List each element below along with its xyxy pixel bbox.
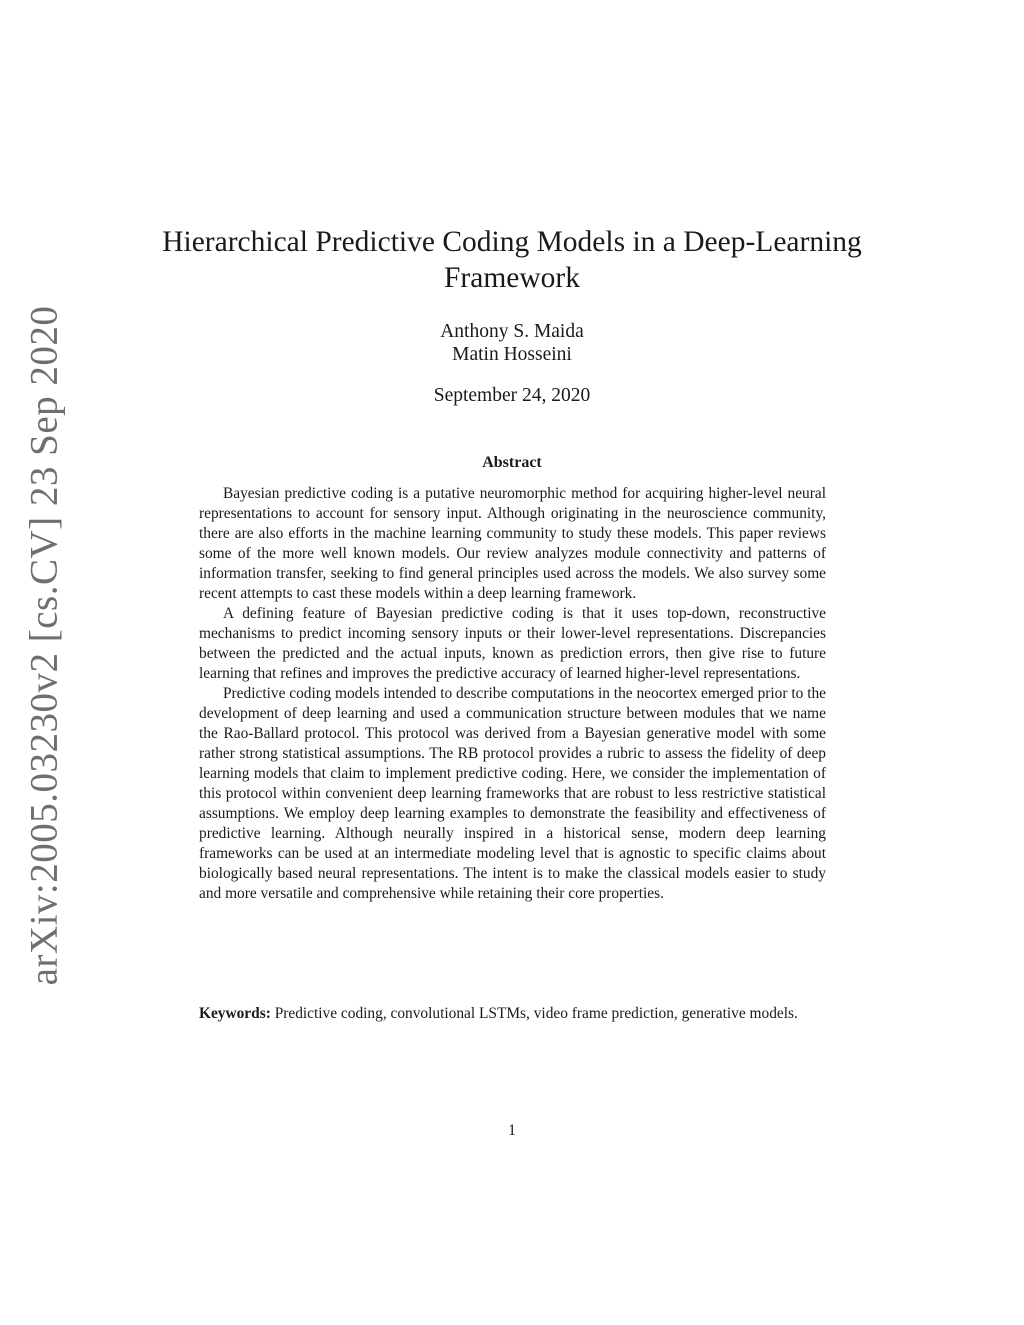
page-number: 1 bbox=[508, 1122, 516, 1139]
publication-date: September 24, 2020 bbox=[433, 385, 591, 406]
author-name: Anthony S. Maida bbox=[440, 321, 584, 342]
author-list bbox=[312, 320, 712, 366]
keywords-text: Predictive coding, convolutional LSTMs, video frame prediction, generative models. bbox=[274, 1005, 798, 1022]
arxiv-identifier-text: arXiv:2005.03230v2 [cs.CV] 23 Sep 2020 bbox=[22, 305, 66, 985]
keywords-section bbox=[199, 1004, 826, 1024]
author-name: Matin Hosseini bbox=[452, 344, 572, 365]
keywords-label: Keywords: bbox=[199, 1005, 271, 1022]
abstract-paragraph: Predictive coding models intended to describe computations in the neocortex emerged prior to the development of deep learning and used a communication structure between modules that we name the Rao-Ballard protocol. This protocol was derived from a Bayesian generative model with some rather strong statistical assumptions. The RB protocol provides a rubric to assess the fidelity of deep learning models that claim to implement predictive coding. Here, we consider the implementation of this protocol within convenient deep learning frameworks that are robust to less restrictive statistical assumptions. We employ deep learning examples to demonstrate the feasibility and effectiveness of predictive learning. Although neurally inspired in a historical sense, modern deep learning frameworks can be used at an intermediate modeling level that is agnostic to specific claims about biologically based neural representations. The intent is to make the classical models easier to study and more versatile and comprehensive while retaining their core properties. bbox=[199, 685, 826, 902]
abstract-paragraph: A defining feature of Bayesian predictive coding is that it uses top-down, reconstructive mechanisms to predict incoming sensory inputs or their lower-level representations. Discrepancies between the predicted and the actual inputs, known as prediction errors, then give rise to future learning that refines and improves the predictive accuracy of learned higher-level representations. bbox=[199, 605, 826, 682]
paper-title: Hierarchical Predictive Coding Models in a Deep-Learning Framework bbox=[162, 226, 862, 294]
abstract-paragraph: Bayesian predictive coding is a putative neuromorphic method for acquiring higher-level neural representations to account for sensory input. Although originating in the neuroscience community, there are also efforts in the machine learning community to study these models. This paper reviews some of the more well known models. Our review analyzes module connectivity and patterns of information transfer, seeking to find general principles used across the models. We also survey some recent attempts to cast these models within a deep learning framework. bbox=[199, 485, 826, 602]
abstract-heading: Abstract bbox=[482, 454, 542, 471]
abstract-body bbox=[199, 484, 826, 904]
arxiv-identifier-stamp bbox=[22, 305, 66, 985]
